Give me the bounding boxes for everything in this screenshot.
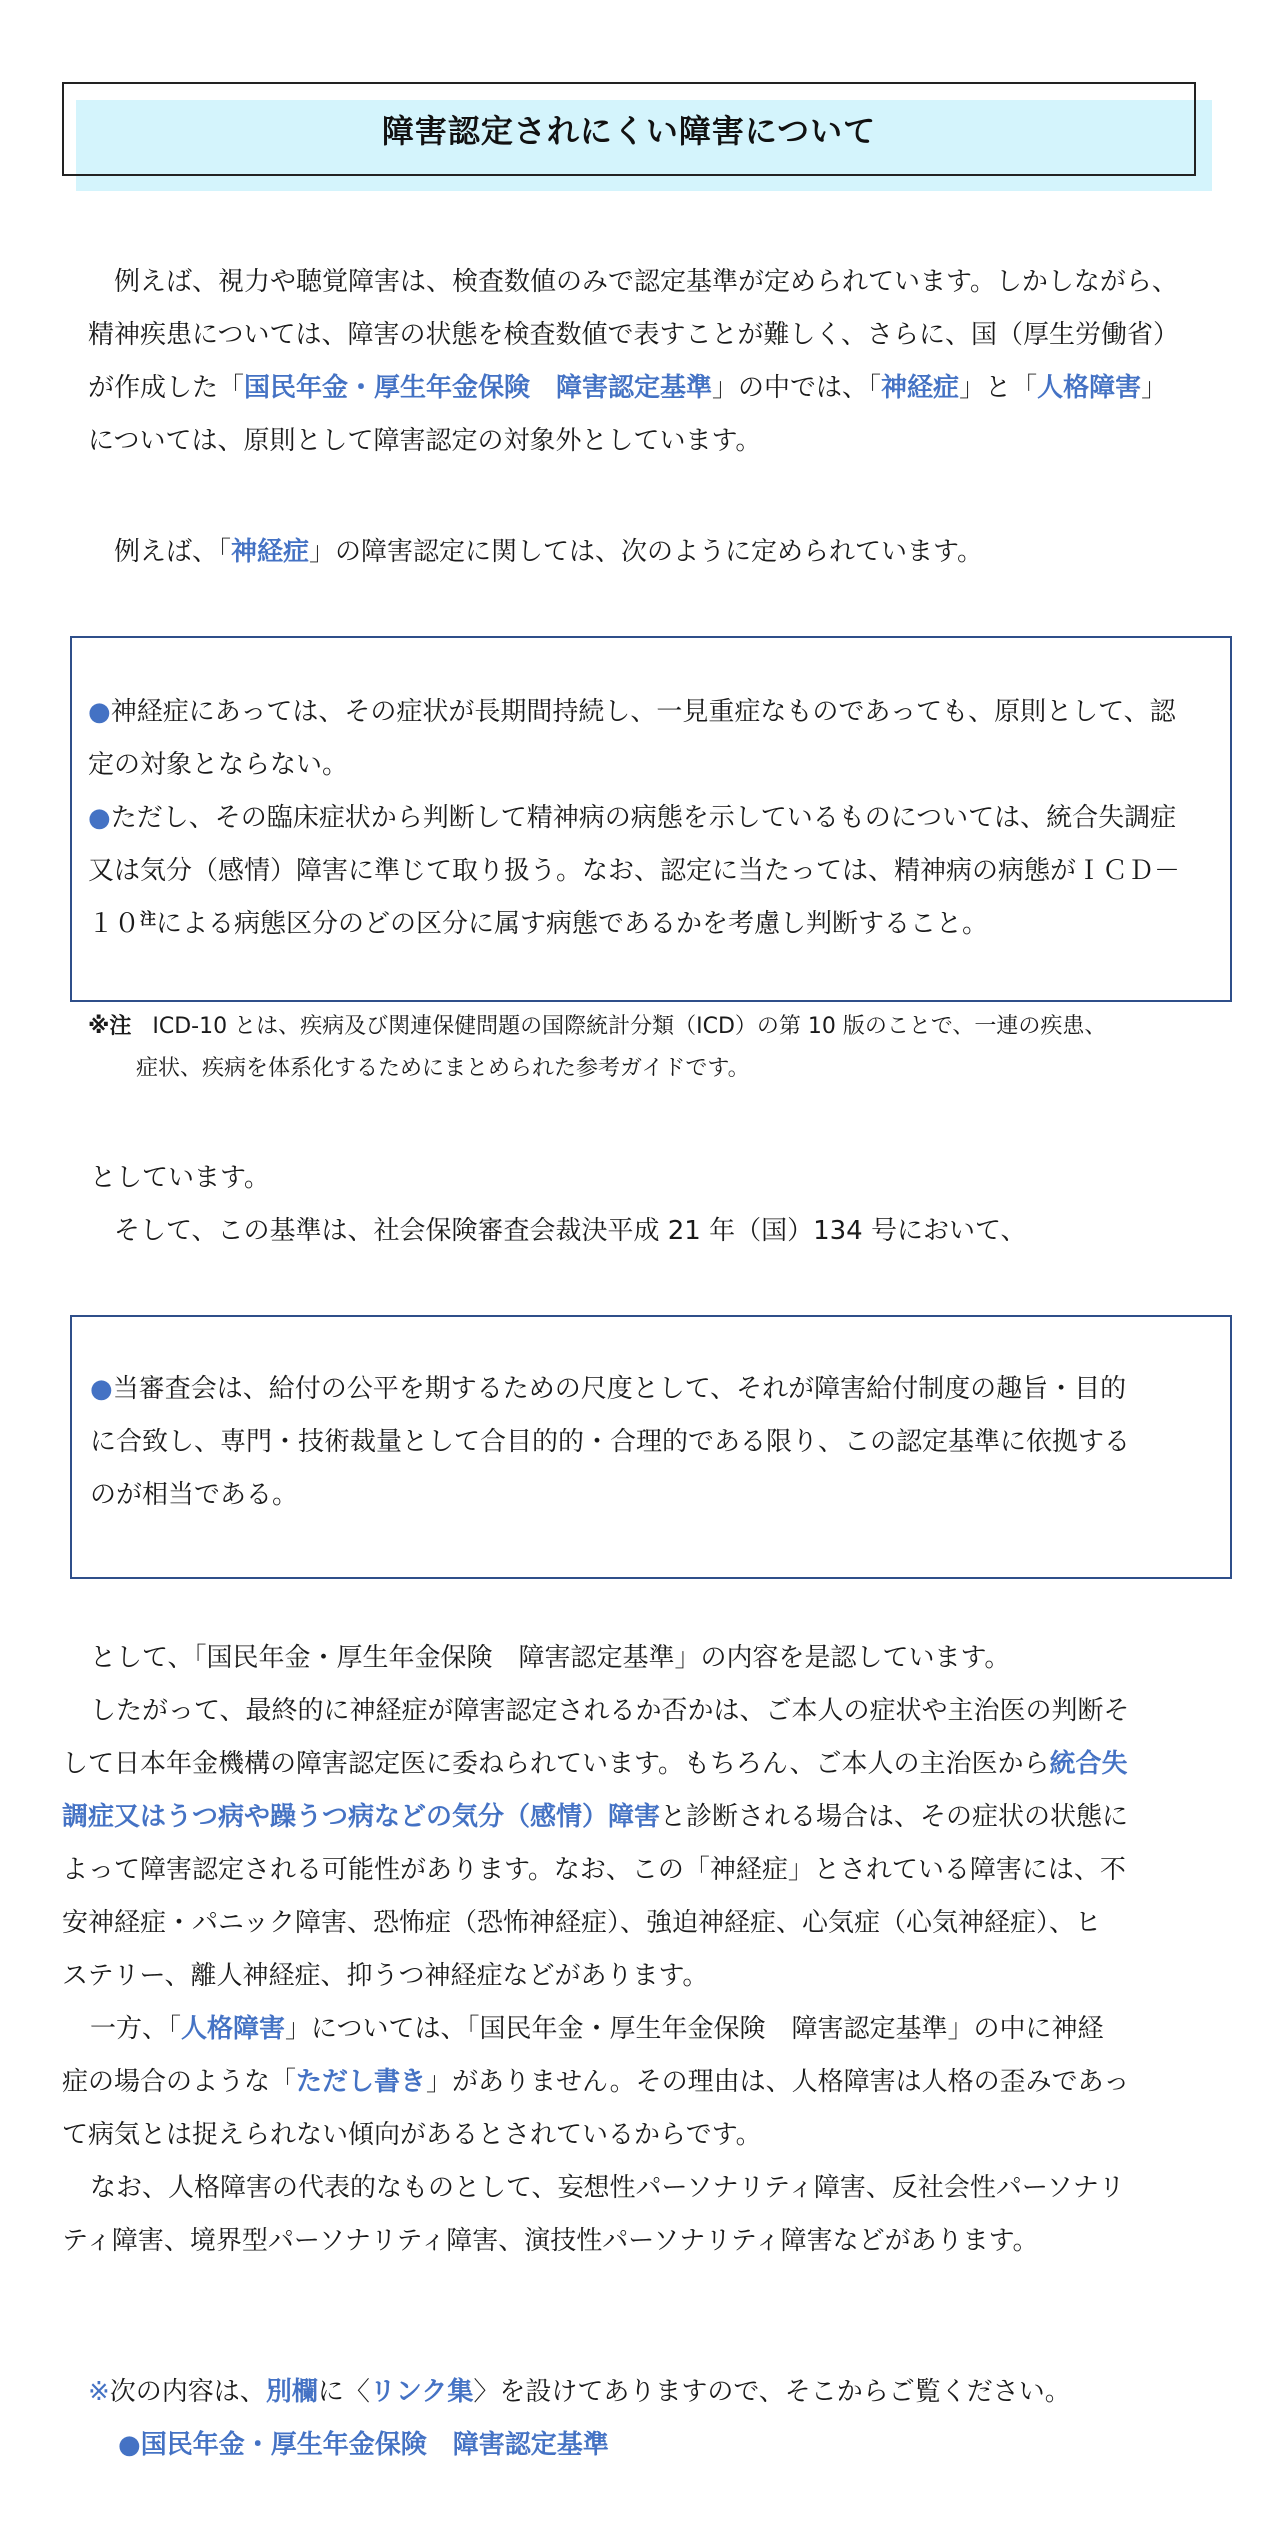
text: 症の場合のような「 xyxy=(62,2067,297,2097)
note-line-2: 症状、疾病を体系化するためにまとめられた参考ガイドです。 xyxy=(136,1056,750,1081)
footer-link-item[interactable] xyxy=(118,2419,609,2472)
text: 次の内容は、 xyxy=(109,2377,266,2407)
box2-line-3: のが相当である。 xyxy=(90,1480,299,1510)
body-line-12: ティ障害、境界型パーソナリティ障害、演技性パーソナリティ障害などがあります。 xyxy=(62,2226,1039,2256)
box1-line-4: 又は気分（感情）障害に準じて取り扱う。なお、認定に当たっては、精神病の病態がＩＣＤ－ xyxy=(88,856,1181,886)
text: に〈 xyxy=(317,2377,370,2407)
body-line-4 xyxy=(62,1791,1128,1844)
title-block xyxy=(62,82,1196,176)
title-frame xyxy=(62,82,1196,176)
body-line-10: て病気とは捉えられない傾向があるとされているからです。 xyxy=(62,2120,762,2150)
text: 当審査会は、給付の公平を期するための尺度として、それが障害給付制度の趣旨・目的 xyxy=(112,1374,1127,1404)
text: 」の障害認定に関しては、次のように定められています。 xyxy=(309,537,983,567)
mid-line-2: そして、この基準は、社会保険審査会裁決平成 21 年（国）134 号において、 xyxy=(114,1216,1027,1246)
keyword-mood-disorder: 統合失 xyxy=(1049,1749,1128,1779)
text: 一方、「 xyxy=(90,2014,182,2044)
text: が作成した「 xyxy=(88,373,245,403)
standard-link[interactable]: 国民年金・厚生年金保険 障害認定基準 xyxy=(140,2430,609,2460)
body-line-5: よって障害認定される可能性があります。なお、この「神経症」とされている障害には、不 xyxy=(62,1855,1126,1885)
text: １０ xyxy=(88,909,141,939)
bullet-icon: ● xyxy=(118,2430,141,2460)
text: 神経症にあっては、その症状が長期間持続し、一見重症なものであっても、原則として、認 xyxy=(110,697,1176,727)
text: による病態区分のどの区分に属す病態であるかを考慮し判断すること。 xyxy=(156,909,989,939)
intro-line-1: 例えば、視力や聴覚障害は、検査数値のみで認定基準が定められています。しかしながら、 xyxy=(114,267,1178,297)
body-line-7: ステリー、離人神経症、抑うつ神経症などがあります。 xyxy=(62,1961,709,1991)
footnote-marker: 注 xyxy=(140,909,157,928)
text: と診断される場合は、その症状の状態に xyxy=(660,1802,1129,1832)
link-collection-link[interactable]: リンク集 xyxy=(369,2377,474,2407)
box1-line-5 xyxy=(88,898,988,951)
keyword-proviso: ただし書き xyxy=(296,2067,427,2097)
intro-line-2: 精神疾患については、障害の状態を検査数値で表すことが難しく、さらに、国（厚生労働省） xyxy=(88,320,1179,350)
text: して日本年金機構の障害認定医に委ねられています。もちろん、ご本人の主治医から xyxy=(62,1749,1050,1779)
example-line xyxy=(114,526,983,579)
box1-line-2: 定の対象とならない。 xyxy=(88,750,349,780)
text: 」については、「国民年金・厚生年金保険 障害認定基準」の中に神経 xyxy=(285,2014,1104,2044)
body-line-11: なお、人格障害の代表的なものとして、妄想性パーソナリティ障害、反社会性パーソナリ xyxy=(90,2173,1125,2203)
note-line-1 xyxy=(88,1006,1106,1048)
text: 」の中では、「 xyxy=(712,373,882,403)
page-title: 障害認定されにくい障害について xyxy=(381,112,877,150)
mid-line-1: としています。 xyxy=(90,1163,270,1193)
text: 例えば、「 xyxy=(114,537,232,567)
text: 」がありません。その理由は、人格障害は人格の歪みであっ xyxy=(426,2067,1130,2097)
keyword-personality-disorder: 人格障害 xyxy=(181,2014,286,2044)
body-line-2: したがって、最終的に神経症が障害認定されるか否かは、ご本人の症状や主治医の判断そ xyxy=(90,1696,1130,1726)
keyword-personality-disorder: 人格障害 xyxy=(1037,373,1142,403)
body-line-1: として、「国民年金・厚生年金保険 障害認定基準」の内容を是認しています。 xyxy=(90,1643,1011,1673)
keyword-mood-disorder: 調症又はうつ病や躁うつ病などの気分（感情）障害 xyxy=(62,1802,661,1832)
body-line-6: 安神経症・パニック障害、恐怖症（恐怖神経症）、強迫神経症、心気症（心気神経症）、ヒ xyxy=(62,1908,1101,1938)
note-label: ※注 xyxy=(88,1014,132,1039)
bullet-icon: ● xyxy=(88,803,111,833)
body-line-9 xyxy=(62,2056,1129,2109)
keyword-neurosis: 神経症 xyxy=(881,373,960,403)
bullet-icon: ● xyxy=(88,697,111,727)
separate-column-link[interactable]: 別欄 xyxy=(265,2377,318,2407)
body-line-3 xyxy=(62,1738,1128,1791)
bullet-icon: ● xyxy=(90,1374,113,1404)
box2-line-1 xyxy=(90,1363,1126,1416)
text: ただし、その臨床症状から判断して精神病の病態を示しているものについては、統合失調症 xyxy=(110,803,1177,833)
reference-mark: ※ xyxy=(88,2377,110,2407)
text: 」と「 xyxy=(959,373,1038,403)
footer-note xyxy=(88,2366,1071,2419)
text: 」 xyxy=(1141,373,1168,403)
text: 〉を設けてありますので、そこからご覧ください。 xyxy=(473,2377,1071,2407)
box2-line-2: に合致し、専門・技術裁量として合目的的・合理的である限り、この認定基準に依拠する xyxy=(90,1427,1131,1457)
keyword-standard: 国民年金・厚生年金保険 障害認定基準 xyxy=(244,373,713,403)
box1-line-1 xyxy=(88,686,1176,739)
text: ICD-10 とは、疾病及び関連保健問題の国際統計分類（ICD）の第 10 版のことで、一連の疾患、 xyxy=(152,1014,1107,1039)
box1-line-3 xyxy=(88,792,1176,845)
intro-line-4: については、原則として障害認定の対象外としています。 xyxy=(88,426,762,456)
keyword-neurosis: 神経症 xyxy=(231,537,310,567)
intro-line-3 xyxy=(88,362,1167,415)
body-line-8 xyxy=(90,2003,1104,2056)
